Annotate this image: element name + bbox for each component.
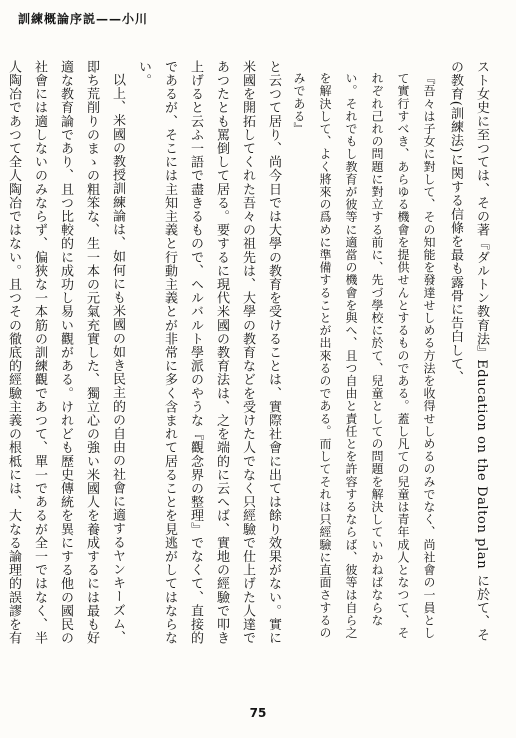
running-head: 訓練概論序説——小川 [18, 12, 149, 26]
body-text [6, 60, 494, 650]
paragraph-conclusion: 以上、米國の教授訓練論は、如何にも米國の如き民主的の自由の社會に適するヤンキーズム、即ち荒削りのまゝの粗笨な、生一本の元氣充實した、獨立心の強い米國人を養成するには最も好適な教育論であり、且つ比較的に成功し易い觀がある。けれども歷史傳統を異にする他の國民の社會には適しないのみならず、偏狹な一本筋の訓練觀であつて、單一であるが全一ではなく、半人陶冶であつて全人陶冶ではない。且つその徹底的經驗主義の根柢には、大なる論理的誤謬を有 [6, 60, 125, 645]
page-number: 75 [249, 706, 267, 720]
block-quote: 『吾々は子女に對して、その知能を發達せしめる方法を收得せしめるのみでなく、尚社會の一員として實行すべき、あらゆる機會を提供せんとするものである。蓋し凡ての兒童は青年成人となつて、それぞれ己れの問題に對立する前に、先づ學校に於て、兒童としての問題を解決していかねばならない。それでもし教育が彼等に適當の機會を與へ、且つ自由と責任とを許容するならば、彼等は自ら之を解決して、よく將來の爲めに準備することが出來るのである。而してそれは只經驗に直面さするのみである』 [292, 72, 436, 639]
paragraph-commentary: と云つて居り、尚今日では大學の教育を受けることは、實際社會に出ては餘り效果がない。實に米國を開拓してくれた吾々の祖先は、大學の教育などを受けた人でなく只經驗で仕上げた人達であつたとも罵倒して居る。要するに現代米國の教育法は、之を端的に云へば、實地の經驗で叩き上げると云ふ一語で盡きるもので、ヘルバルト學派のやうな『觀念界の整理』でなくて、直接的であるが、そこには主知主義と行動主義とが非常に多く含まれて居ることを見逃がしてはならない。 [136, 60, 281, 645]
paragraph-intro: スト女史に至つては、その著『ダルトン教育法』Education on the Dalton plan に於て、その教育(訓練法)に関する信條を最も露骨に告白して、 [448, 60, 489, 642]
